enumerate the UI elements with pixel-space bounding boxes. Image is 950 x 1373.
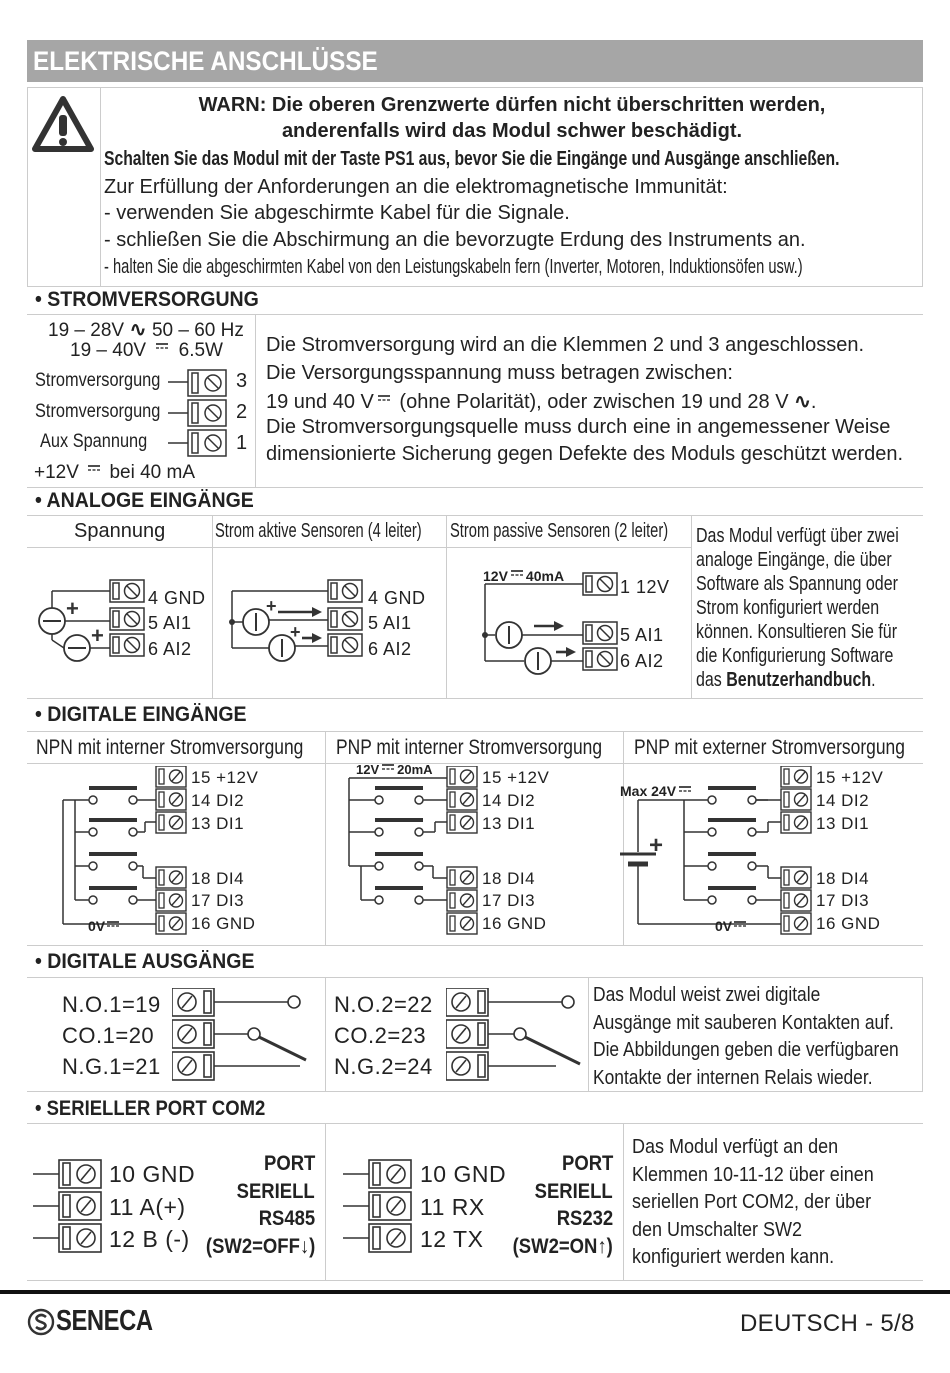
analog-v-ai1: 5 AI1: [148, 613, 192, 633]
pnp-ext-zero-v: 0V: [715, 918, 747, 934]
warning-line-4: Zur Erfüllung der Anforderungen an die elektromagnetische Immunität:: [104, 176, 728, 198]
page-title: ELEKTRISCHE ANSCHLÜSSE: [27, 40, 923, 82]
relay1-ng: N.G.1=21: [62, 1054, 161, 1079]
pnp-int-t17: 17 DI3: [482, 891, 536, 910]
terminal-num-2: 2: [236, 401, 248, 423]
pnp-int-t14: 14 DI2: [482, 791, 536, 810]
rs485-t12: 12 B (-): [109, 1226, 190, 1252]
pnp-supply-label: 12V 20mA: [356, 762, 433, 777]
section-title-serial: • SERIELLER PORT COM2: [35, 1097, 266, 1120]
passive-supply-label: 12V 40mA: [483, 568, 565, 584]
npn-t18: 18 DI4: [191, 869, 245, 888]
footer-page-number: DEUTSCH - 5/8: [740, 1310, 915, 1337]
power-dc-rating: 19 – 40V 6.5W: [70, 340, 223, 361]
digital-col-pnp-ext: PNP mit externer Stromversorgung: [634, 736, 905, 759]
analog-p-ai1: 5 AI1: [620, 625, 664, 645]
terminal-num-1: 1: [236, 432, 248, 454]
pnp-internal-diagram: [345, 766, 480, 947]
warning-triangle-icon: [30, 94, 96, 159]
digital-col-npn: NPN mit interner Stromversorgung: [36, 736, 304, 759]
rs485-port-label: PORT SERIELL RS485 (SW2=OFF↓): [205, 1152, 315, 1258]
digital-col-pnp-int: PNP mit interner Stromversorgung: [336, 736, 603, 759]
power-desc-3: 19 und 40 V (ohne Polarität), oder zwischen 19 und 28 V ∿.: [266, 391, 817, 413]
svg-text:+: +: [91, 623, 104, 648]
pnp-ext-t13: 13 DI1: [816, 814, 870, 833]
arrow-up-icon: ↑: [597, 1234, 607, 1258]
power-terminal-block: [168, 368, 232, 467]
terminal-label-1: Aux Spannung: [40, 431, 148, 452]
warning-line-5: - verwenden Sie abgeschirmte Kabel für die Signale.: [104, 202, 570, 224]
terminal-num-3: 3: [236, 370, 248, 392]
npn-t16: 16 GND: [191, 914, 256, 933]
rs485-t11: 11 A(+): [109, 1194, 186, 1220]
analog-a-ai2: 6 AI2: [368, 639, 412, 659]
npn-t17: 17 DI3: [191, 891, 245, 910]
footer-brand: SENECA: [56, 1305, 153, 1337]
relay2-no: N.O.2=22: [334, 992, 433, 1017]
relay1-no: N.O.1=19: [62, 992, 161, 1017]
section-title-analog: • ANALOGE EINGÄNGE: [35, 489, 254, 512]
digital-out-description: Das Modul weist zwei digitale Ausgänge mit sauberen Kontakten auf. Die Abbildungen geben die verfügbaren Kontakte der internen Relais wieder.: [593, 984, 899, 1089]
analog-v-gnd: 4 GND: [148, 588, 206, 608]
aux-output-rating: +12V bei 40 mA: [34, 462, 196, 483]
rs485-terminal-diagram: [33, 1158, 108, 1263]
rs232-terminal-diagram: [343, 1158, 418, 1263]
rs232-t10: 10 GND: [420, 1161, 507, 1187]
pnp-int-t13: 13 DI1: [482, 814, 536, 833]
serial-description: Das Modul verfügt an den Klemmen 10-11-12 über einen seriellen Port COM2, der über den Umschalter SW2 konfiguriert werden kann.: [632, 1136, 874, 1268]
analog-col-active: Strom aktive Sensoren (4 leiter): [215, 520, 422, 542]
rs232-t11: 11 RX: [420, 1194, 485, 1220]
analog-a-ai1: 5 AI1: [368, 613, 412, 633]
warning-line-6: - schließen Sie die Abschirmung an die bevorzugte Erdung des Instruments an.: [104, 229, 806, 251]
analog-p-12v: 1 12V: [620, 577, 670, 597]
pnp-int-t15: 15 +12V: [482, 768, 550, 787]
rs485-t10: 10 GND: [109, 1161, 196, 1187]
pnp-ext-t16: 16 GND: [816, 914, 881, 933]
warning-line-3: Schalten Sie das Modul mit der Taste PS1 aus, bevor Sie die Eingänge und Ausgänge anschließen.: [104, 148, 840, 170]
relay1-co: CO.1=20: [62, 1023, 155, 1048]
npn-t14: 14 DI2: [191, 791, 245, 810]
power-desc-2: Die Versorgungsspannung muss betragen zwischen:: [266, 362, 733, 384]
analog-description: Das Modul verfügt über zwei analoge Eingänge, die über Software als Spannung oder Strom konfiguriert werden können. Konsultieren Sie für die Konfigurierung Software das Benutzerhandbuch.: [696, 525, 899, 691]
section-title-power: • STROMVERSORGUNG: [35, 288, 259, 311]
section-title-digital-out: • DIGITALE AUSGÄNGE: [35, 950, 255, 973]
warning-line-2: anderenfalls wird das Modul schwer beschädigt.: [281, 120, 743, 142]
pnp-ext-t17: 17 DI3: [816, 891, 870, 910]
relay2-ng: N.G.2=24: [334, 1054, 433, 1079]
relay1-diagram: [172, 988, 322, 1089]
pnp-int-t16: 16 GND: [482, 914, 547, 933]
seneca-logo-icon: [27, 1308, 55, 1341]
analog-col-passive: Strom passive Sensoren (2 leiter): [450, 520, 669, 542]
warning-line-7: - halten Sie die abgeschirmten Kabel von den Leistungskabeln fern (Inverter, Motoren, Induktionsöfen usw.): [104, 256, 803, 278]
section-title-digital-in: • DIGITALE EINGÄNGE: [35, 703, 247, 726]
npn-t15: 15 +12V: [191, 768, 259, 787]
warning-line-1: WARN: Die oberen Grenzwerte dürfen nicht überschritten werden,: [198, 94, 826, 116]
svg-text:+: +: [66, 596, 79, 621]
power-desc-1: Die Stromversorgung wird an die Klemmen 2 und 3 angeschlossen.: [266, 334, 865, 356]
pnp-ext-t15: 15 +12V: [816, 768, 884, 787]
analog-a-gnd: 4 GND: [368, 588, 426, 608]
analog-p-ai2: 6 AI2: [620, 651, 664, 671]
relay2-diagram: [446, 988, 586, 1089]
analog-col-voltage: Spannung: [74, 520, 166, 542]
pnp-int-t18: 18 DI4: [482, 869, 536, 888]
rs232-t12: 12 TX: [420, 1226, 484, 1252]
npn-t13: 13 DI1: [191, 814, 245, 833]
npn-zero-v: 0V: [88, 918, 120, 934]
pnp-ext-t14: 14 DI2: [816, 791, 870, 810]
pnp-ext-max-label: Max 24V: [620, 783, 692, 799]
power-desc-5: dimensionierte Sicherung gegen Defekte des Moduls geschützt werden.: [266, 443, 904, 465]
svg-text:+: +: [266, 596, 277, 616]
npn-diagram: [55, 766, 190, 947]
power-desc-4: Die Stromversorgungsquelle muss durch eine in angemessener Weise: [266, 416, 891, 438]
analog-v-ai2: 6 AI2: [148, 639, 192, 659]
pnp-ext-t18: 18 DI4: [816, 869, 870, 888]
svg-text:+: +: [290, 622, 301, 642]
rs232-port-label: PORT SERIELL RS232 (SW2=ON↑): [512, 1152, 613, 1258]
relay2-co: CO.2=23: [334, 1023, 427, 1048]
terminal-label-3: Stromversorgung: [35, 370, 161, 391]
power-ac-rating: 19 – 28V ∿ 50 – 60 Hz: [48, 319, 244, 341]
arrow-down-icon: ↓: [299, 1234, 309, 1258]
svg-text:+: +: [649, 832, 664, 859]
terminal-label-2: Stromversorgung: [35, 401, 161, 422]
